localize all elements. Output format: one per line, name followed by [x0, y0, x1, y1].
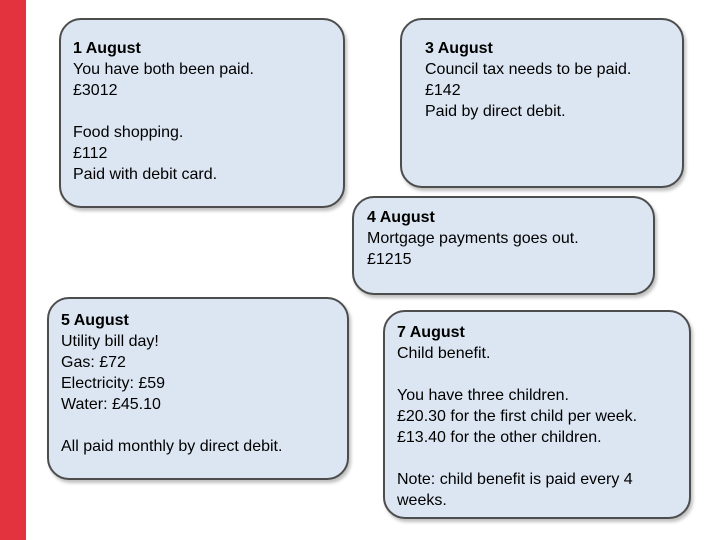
card-line: £142	[425, 82, 461, 99]
card-line: Paid with debit card.	[73, 166, 218, 183]
card-line: Electricity: £59	[61, 375, 166, 392]
card-line: £13.40 for the other children.	[397, 429, 602, 446]
card-date: 5 August	[61, 312, 129, 329]
card-line: All paid monthly by direct debit.	[61, 438, 283, 455]
card-line: Paid by direct debit.	[425, 103, 566, 120]
card-line: Council tax needs to be paid.	[425, 61, 632, 78]
event-card-5-august	[47, 297, 349, 480]
card-line: Food shopping.	[73, 124, 184, 141]
card-line: Utility bill day!	[61, 333, 159, 350]
card-date: 7 August	[397, 324, 465, 341]
card-line: Child benefit.	[397, 345, 491, 362]
card-line: weeks.	[397, 492, 447, 509]
card-date: 3 August	[425, 40, 493, 57]
card-line	[61, 415, 347, 436]
event-card-3-august	[400, 18, 684, 188]
card-line: £112	[73, 145, 108, 162]
card-line: £1215	[367, 251, 412, 268]
card-line: You have three children.	[397, 387, 569, 404]
card-line: Note: child benefit is paid every 4	[397, 471, 633, 488]
event-card-7-august	[383, 310, 691, 519]
card-date: 4 August	[367, 209, 435, 226]
card-line: You have both been paid.	[73, 61, 254, 78]
card-line: Gas: £72	[61, 354, 126, 371]
card-line: Water: £45.10	[61, 396, 161, 413]
event-card-4-august	[352, 196, 655, 295]
card-line	[73, 101, 343, 122]
side-accent-bar	[0, 0, 26, 540]
card-line: Mortgage payments goes out.	[367, 230, 579, 247]
card-line: £3012	[73, 82, 118, 99]
card-line: £20.30 for the first child per week.	[397, 408, 638, 425]
card-date: 1 August	[73, 40, 141, 57]
event-card-1-august	[59, 18, 345, 208]
card-line	[397, 448, 689, 469]
card-line	[397, 364, 689, 385]
